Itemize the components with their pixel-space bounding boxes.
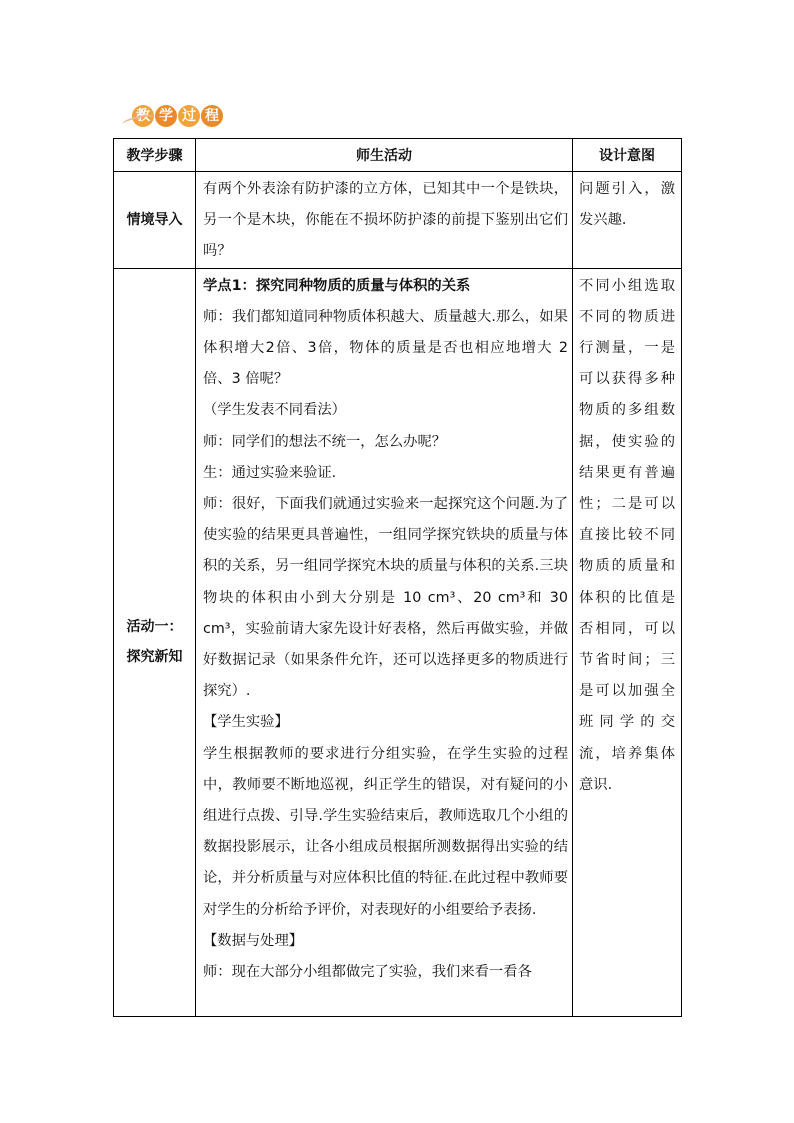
table-row	[114, 172, 682, 269]
subheading: 【数据与处理】	[203, 932, 304, 949]
teaching-process-table	[113, 138, 682, 1017]
step-cell	[114, 268, 196, 1016]
badge-char: 过	[178, 105, 200, 127]
section-badge	[132, 102, 224, 130]
decorative-swoosh	[121, 113, 156, 130]
activity-cell	[196, 172, 573, 269]
step-line: 活动一：	[126, 619, 183, 636]
paragraph: 师：同学们的想法不统一，怎么办呢？	[203, 433, 447, 450]
paragraph: 师：我们都知道同种物质体积越大、质量越大.那么，如果体积增大2倍、3倍，物体的质量是否也相应地增大 2 倍、3 倍呢？	[203, 308, 568, 388]
intent-text: 不同小组选取不同的物质进行测量，一是可以获得多种物质的多组数据，使实验的结果更有普遍性；二是可以直接比较不同物质的质量和体积的比值是否相同，可以节省时间；三是可以加强全班同学的交流，培养集体意识.	[579, 277, 675, 793]
intent-cell	[573, 172, 682, 269]
step-cell: 情境导入	[114, 172, 196, 269]
intent-text: 问题引入，激发兴趣.	[579, 181, 675, 229]
activity-text: 有两个外表涂有防护漆的立方体，已知其中一个是铁块，另一个是木块，你能在不损坏防护漆的前提下鉴别出它们吗？	[203, 181, 568, 260]
paragraph: 师：现在大部分小组都做完了实验，我们来看一看各	[203, 964, 532, 981]
paragraph: 学生根据教师的要求进行分组实验，在学生实验的过程中，教师要不断地巡视，纠正学生的错误，对有疑问的小组进行点拨、引导.学生实验结束后，教师选取几个小组的数据投影展示，让各小组成员根据所测数据得出实验的结论，并分析质量与对应体积比值的特征.在此过程中教师要对学生的分析给予评价，对表现好的小组要给予表扬.	[203, 745, 568, 918]
paragraph: （学生发表不同看法）	[203, 402, 346, 419]
section-heading: 学点1：探究同种物质的质量与体积的关系	[203, 277, 471, 294]
step-line: 探究新知	[126, 649, 183, 666]
table-row	[114, 268, 682, 1016]
intent-cell	[573, 268, 682, 1016]
paragraph: 师：很好，下面我们就通过实验来一起探究这个问题.为了使实验的结果更具普遍性，一组同学探究铁块的质量与体积的关系，另一组同学探究木块的质量与体积的关系.三块物块的体积由小到大分别是 10 cm³、20 cm³和 30 cm³，实验前请大家先设计好表格，然后再做实验，并做好数据记录（如果条件允许，还可以选择更多的物质进行探究）.	[203, 496, 568, 700]
subheading: 【学生实验】	[203, 714, 289, 731]
badge-char: 学	[155, 105, 177, 127]
header-activity: 师生活动	[196, 139, 573, 172]
header-intent: 设计意图	[573, 139, 682, 172]
activity-cell	[196, 268, 573, 1016]
paragraph: 生：通过实验来验证.	[203, 464, 337, 481]
badge-char: 程	[201, 105, 223, 127]
table-header-row	[114, 139, 682, 172]
header-step: 教学步骤	[114, 139, 196, 172]
badge-char: 教	[132, 105, 154, 127]
